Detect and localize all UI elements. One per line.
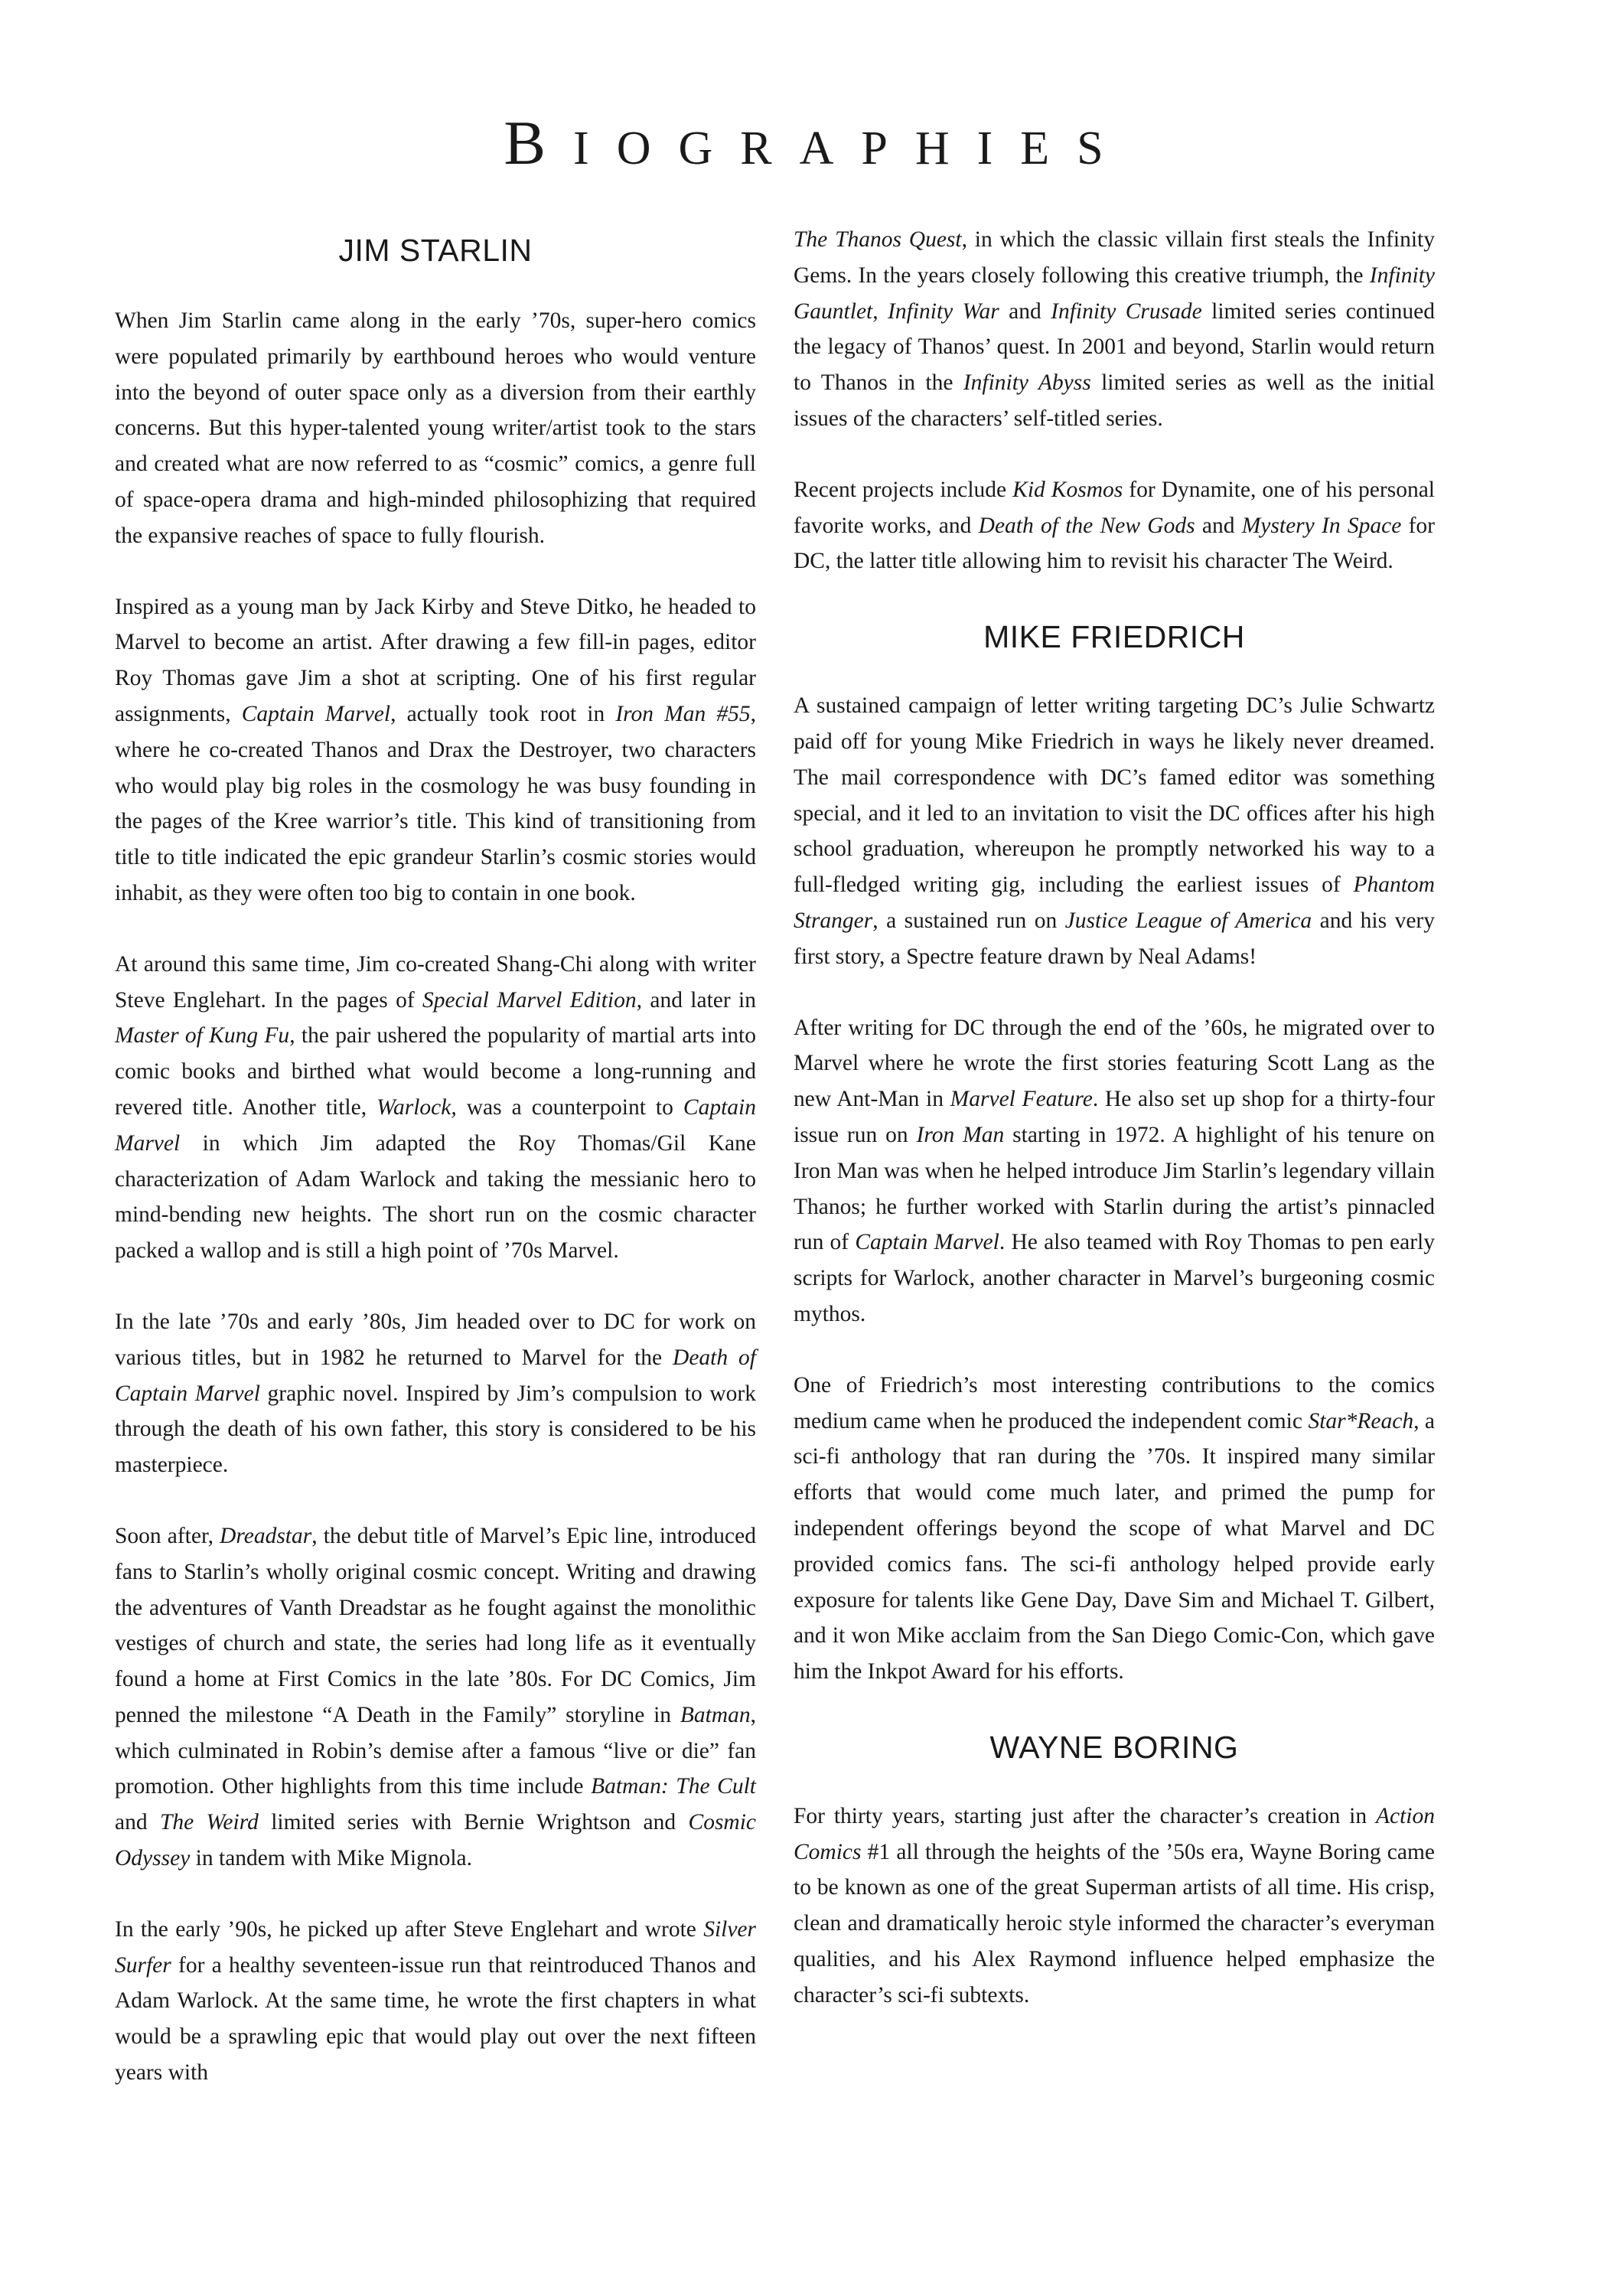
heading-wayne-boring: WAYNE BORING	[989, 1729, 1239, 1765]
friedrich-paragraph-2: After writing for DC through the end of the ’60s, he migrated over to Marvel where he wrote the first stories featuring Scott Lang as the new Ant-Man in Marvel Feature. He also set up shop for a thirty-four issue run on Iron Man starting in 1972. A highlight of his tenure on Iron Man was when he helped introduce Jim Starlin’s legendary villain Thanos; he further worked with Starlin during the artist’s pinnacled run of Captain Marvel. He also teamed with Roy Thomas to pen early scripts for Warlock, another character in Marvel’s burgeoning cosmic mythos.	[794, 1015, 1435, 1326]
heading-jim-starlin: JIM STARLIN	[338, 233, 533, 268]
friedrich-paragraph-3: One of Friedrich’s most interesting contributions to the comics medium came when he produced the independent comic Star*Reach, a sci-fi anthology that ran during the ’70s. It inspired many similar efforts that would come much later, and primed the pump for independent offerings beyond the scope of what Marvel and DC provided comics fans. The sci-fi anthology helped provide early exposure for talents like Gene Day, Dave Sim and Michael T. Gilbert, and it won Mike acclaim from the San Diego Comic-Con, which gave him the Inkpot Award for his efforts.	[794, 1372, 1436, 1684]
starlin-paragraph-6-split: for a healthy seventeen-issue run that reintroduced Thanos and Adam Warlock. At the same time, he wrote the first chapters in what would be a sprawling epic that would play out over the next fifteen years with	[115, 1952, 756, 2086]
starlin-paragraph-1: When Jim Starlin came along in the early ’70s, super-hero comics were populated primarily by earthbound heroes who would venture into the beyond of outer space only as a diversion from their earthly concerns. But this hyper-talented young writer/artist took to the stars and created what are now referred to as “cosmic” comics, a genre full of space-opera drama and high-minded philosophizing that required the expansive reaches of space to fully flourish.	[115, 308, 756, 548]
starlin-paragraph-6-continued: The Thanos Quest, in which the classic villain first steals the Infinity Gems. In the years closely following this creative triumph, the Infinity Gauntlet, Infinity War and Infinity Crusade limited series continued the legacy of Thanos’ quest. In 2001 and beyond, Starlin would return to Thanos in the Infinity Abyss limited series as well as the initial issues of the characters’ self-titled series.	[794, 227, 1436, 431]
boring-paragraph-1: For thirty years, starting just after the character’s creation in Action Comics #1 all through the heights of the ’50s era, Wayne Boring came to be known as one of the great Superman artists of all time. His crisp, clean and dramatically heroic style informed the character’s everyman qualities, and his Alex Raymond influence helped emphasize the character’s sci-fi subtexts.	[794, 1803, 1435, 2007]
left-column	[115, 222, 756, 2091]
title-initial: B	[504, 108, 574, 178]
right-column	[794, 222, 1435, 2014]
friedrich-paragraph-1: A sustained campaign of letter writing targeting DC’s Julie Schwartz paid off for young Mike Friedrich in ways he likely never dreamed. The mail correspondence with DC’s famed editor was something special, and it led to an invitation to visit the DC offices after his high school graduation, whereupon he promptly networked his way to a full-fledged writing gig, including the earliest issues of Phantom Stranger, a sustained run on Justice League of America and his very first story, a Spectre feature drawn by Neal Adams!	[794, 693, 1435, 969]
starlin-paragraph-4: In the late ’70s and early ’80s, Jim headed over to DC for work on various titles, but in 1982 he returned to Marvel for the Death of Captain Marvel graphic novel. Inspired by Jim’s compulsion to work through the death of his own father, this story is considered to be his masterpiece.	[115, 1309, 756, 1478]
page-title	[0, 107, 1607, 179]
starlin-paragraph-6-start: In the early ’90s, he picked up after Steve Englehart and wrote Silver Surfer for a healthy seventeen-issue run that reintroduced Thanos and Adam Warlock. At the same time, he wrote the first chapters in what would be a sprawling epic that would play out over the next fifteen years with	[115, 1916, 756, 2086]
starlin-paragraph-7: Recent projects include Kid Kosmos for Dynamite, one of his personal favorite works, and Death of the New Gods and Mystery In Space for DC, the latter title allowing him to revisit his character The Weird.	[794, 477, 1436, 574]
heading-mike-friedrich: MIKE FRIEDRICH	[983, 619, 1245, 655]
starlin-paragraph-2: Inspired as a young man by Jack Kirby and Steve Ditko, he headed to Marvel to become an artist. After drawing a few fill-in pages, editor Roy Thomas gave Jim a shot at scripting. One of his first regular assignments, Captain Marvel, actually took root in Iron Man #55, where he co-created Thanos and Drax the Destroyer, two characters who would play big roles in the cosmology he was busy founding in the pages of the Kree warrior’s title. This kind of transitioning from title to title indicated the epic grandeur Starlin’s cosmic stories would inhabit, as they were often too big to contain in one book.	[115, 594, 756, 905]
starlin-paragraph-3: At around this same time, Jim co-created Shang-Chi along with writer Steve Englehart. In the pages of Special Marvel Edition, and later in Master of Kung Fu, the pair ushered the popularity of martial arts into comic books and birthed what would become a long-running and revered title. Another title, Warlock, was a counterpoint to Captain Marvel in which Jim adapted the Roy Thomas/Gil Kane characterization of Adam Warlock and taking the messianic hero to mind-bending new heights. The short run on the cosmic character packed a wallop and is still a high point of ’70s Marvel.	[115, 951, 756, 1264]
title-rest: IOGRAPHIES	[573, 122, 1131, 174]
starlin-paragraph-5: Soon after, Dreadstar, the debut title of Marvel’s Epic line, introduced fans to Starlin’s wholly original cosmic concept. Writing and drawing the adventures of Vanth Dreadstar as he fought against the monolithic vestiges of church and state, the series had long life as it eventually found a home at First Comics in the late ’80s. For DC Comics, Jim penned the milestone “A Death in the Family” storyline in Batman, which culminated in Robin’s demise after a famous “live or die” fan promotion. Other highlights from this time include Batman: The Cult and The Weird limited series with Bernie Wrightson and Cosmic Odyssey in tandem with Mike Mignola.	[115, 1523, 757, 1871]
